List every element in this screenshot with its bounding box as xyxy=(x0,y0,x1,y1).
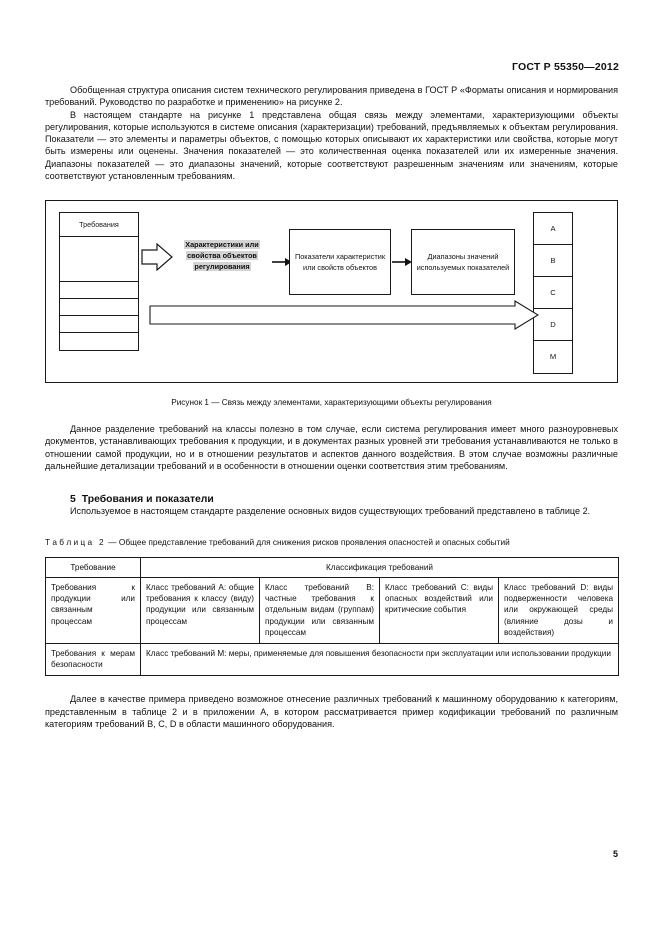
table-header-row xyxy=(46,557,619,577)
section-title: Требования и показатели xyxy=(81,494,214,505)
long-block-arrow-icon xyxy=(149,300,539,330)
table-cell-class-d: Класс требований D: виды подверженности человека или окружающей среды (влияние дозы и воздействия) xyxy=(499,577,619,643)
table-cell-requirement-safety: Требования к мерам безопасности xyxy=(46,643,141,675)
figure-1 xyxy=(45,200,618,407)
table-cell-class-b: Класс требований B: частные требования к отдельным видам (группам) продукции или связанным процессам xyxy=(260,577,380,643)
figure-1-frame xyxy=(45,200,618,383)
figure-label-characteristics-text: Характеристики или свойства объектов регулирования xyxy=(185,240,259,271)
table-caption-text: — Общее представление требований для снижения рисков проявления опасностей и опасных событий xyxy=(108,537,510,548)
table-caption-number: 2 xyxy=(99,537,104,548)
table-header-classification: Классификация требований xyxy=(141,557,619,577)
block-arrow-icon xyxy=(141,243,173,271)
closing-paragraph: Далее в качестве примера приведено возможное отнесение различных требований к машинному оборудованию к категориям, представленным в таблице 2 и в приложении А, в котором рассматривается пример кодификации требований по различным категориям требований B, C, D в области машинного оборудования. xyxy=(45,694,618,729)
figure-label-characteristics xyxy=(174,239,270,272)
figure-1-caption: Рисунок 1 — Связь между элементами, характеризующими объекты регулирования xyxy=(171,398,492,407)
requirements-stack-row xyxy=(60,237,138,282)
section-number: 5 xyxy=(70,494,76,505)
page-number: 5 xyxy=(612,849,618,859)
class-cell-a: A xyxy=(534,213,572,245)
table-header-requirement: Требование xyxy=(46,557,141,577)
table-2 xyxy=(45,557,619,677)
table-caption-label: Т а б л и ц а xyxy=(45,537,93,548)
table-2-caption xyxy=(45,537,618,549)
running-header: ГОСТ Р 55350—2012 xyxy=(511,61,619,73)
class-cell-c: C xyxy=(534,277,572,309)
class-cell-m: M xyxy=(549,352,557,361)
requirements-stack xyxy=(59,212,139,351)
section-paragraph: Используемое в настоящем стандарте разделение основных видов существующих требований представлено в таблице 2. xyxy=(70,506,591,516)
class-cell-b: B xyxy=(534,245,572,277)
after-figure-paragraph: Данное разделение требований на классы полезно в том случае, если система регулирования имеет много разноуровневых документов, устанавливающих требования к продукции, и в документах разных уровней эти требования устанавливаются не только в отношении самой продукции, но и в отношении результатов и аспектов данного воздействия. В этом случае возможны различные дальнейшие детализации требований и в особенности в отношении оценки соответствия этим требованиям. xyxy=(45,424,618,471)
arrow-right-icon xyxy=(392,257,412,267)
requirements-stack-row xyxy=(60,333,138,350)
figure-box-indicators: Показатели характеристик или свойств объектов xyxy=(289,229,391,295)
page-content xyxy=(45,84,618,730)
intro-paragraph-1: Обобщенная структура описания систем технического регулирования приведена в ГОСТ Р «Форматы описания и нормирования требований. Руководство по разработке и применению» на рисунке 2. xyxy=(45,85,618,108)
section-heading xyxy=(70,494,618,505)
figure-box-value-ranges: Диапазоны значений используемых показателей xyxy=(411,229,515,295)
table-cell-requirement-products: Требования к продукции или связанным процессам xyxy=(46,577,141,643)
table-row xyxy=(46,577,619,643)
requirements-stack-row xyxy=(60,299,138,316)
requirements-stack-row xyxy=(60,316,138,333)
table-cell-class-c: Класс требований C: виды опасных воздействий или критические события xyxy=(380,577,499,643)
requirements-stack-header: Требования xyxy=(60,213,138,237)
table-row xyxy=(46,643,619,675)
classes-stack xyxy=(533,212,573,374)
table-cell-class-m: Класс требований M: меры, применяемые для повышения безопасности при эксплуатации или использовании продукции xyxy=(141,643,619,675)
class-cell-d: D xyxy=(534,309,572,341)
table-cell-class-a: Класс требований A: общие требования к классу (виду) продукции или связанным процессам xyxy=(141,577,260,643)
requirements-stack-row xyxy=(60,282,138,299)
intro-paragraph-2: В настоящем стандарте на рисунке 1 представлена общая связь между элементами, характеризующими объекты регулирования, которые используются в системе описания (характеризации) требований, предъявляемых к объектам регулирования. Показатели — это элементы и параметры объектов, с помощью которых описывают их характеристики или свойства, которые могут быть измерены или оценены. Значения показателей — это количественная оценка показателей или их измеренные значения. Диапазоны показателей — это диапазоны значений, которые соответствуют разрешенным значениям или значениям, которые соответствуют установленным требованиям. xyxy=(45,109,618,181)
